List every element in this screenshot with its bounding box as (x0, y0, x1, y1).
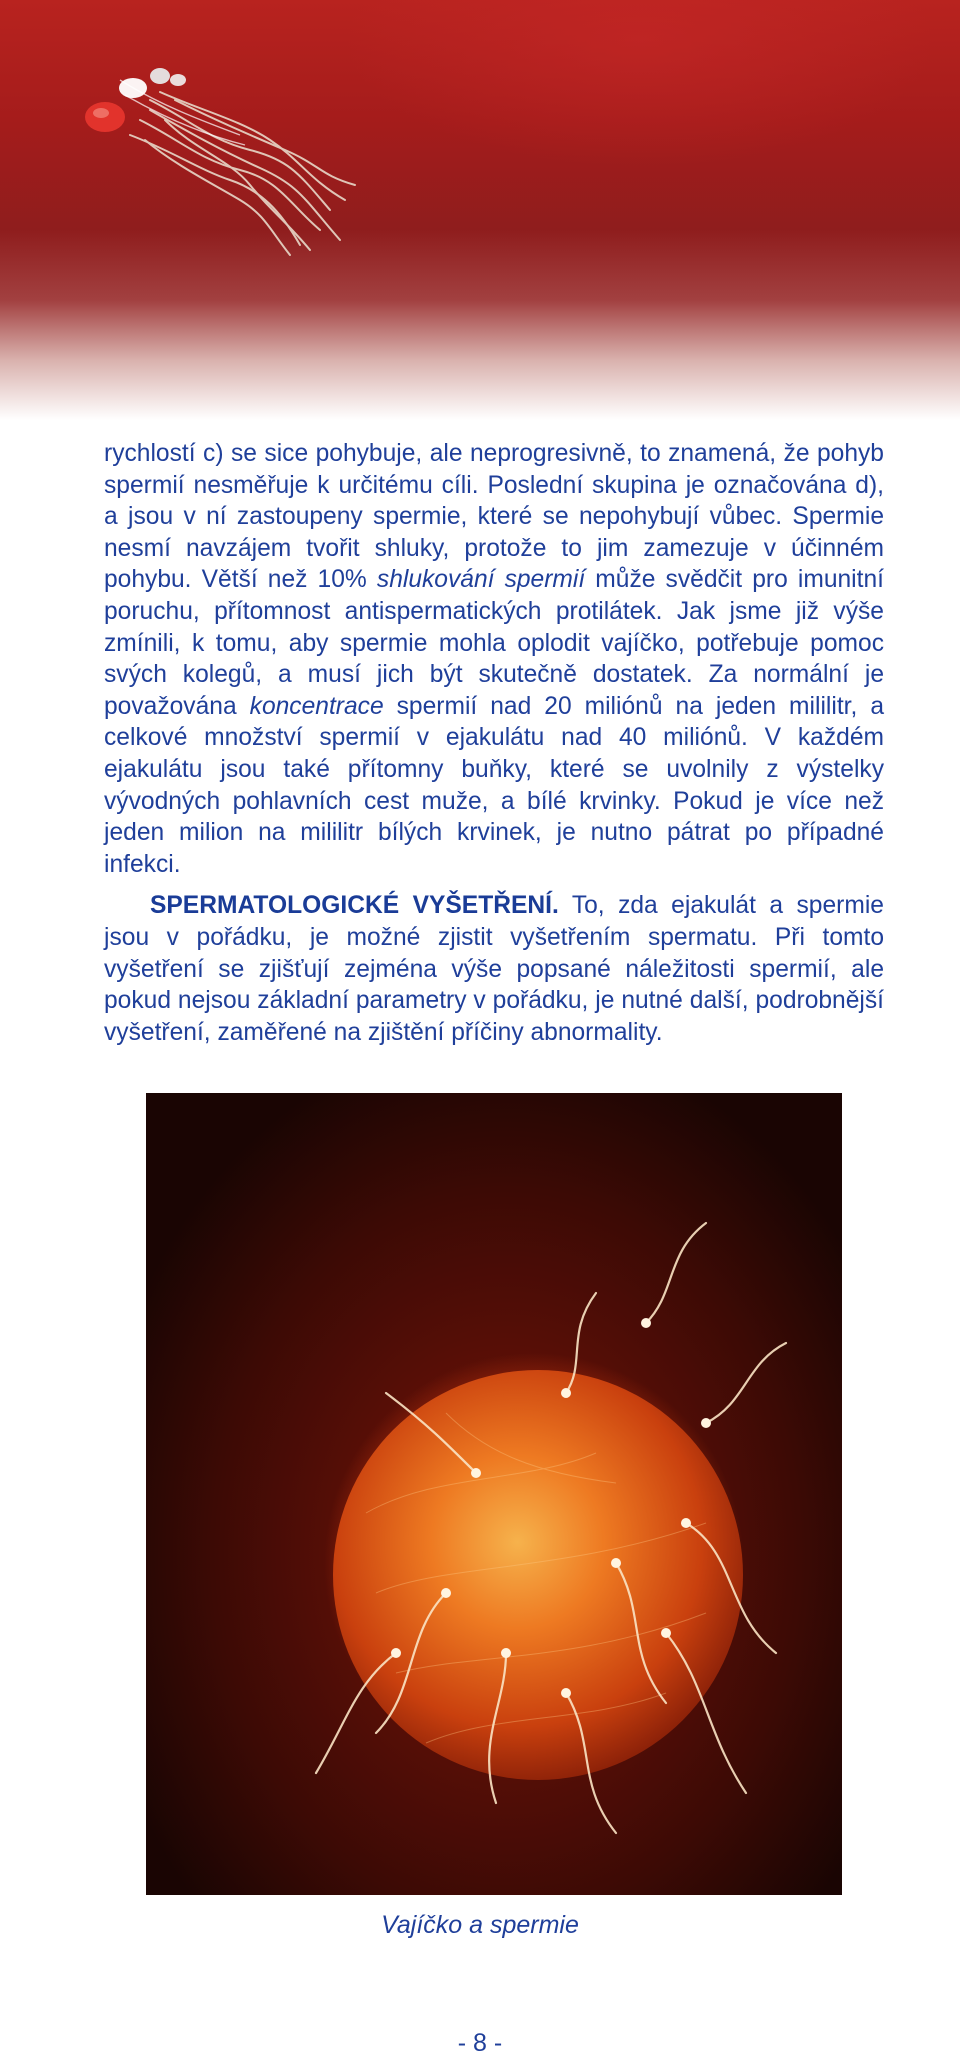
section-heading: SPERMATOLOGICKÉ VYŠETŘENÍ. (150, 892, 559, 920)
header-banner (0, 0, 960, 420)
figure-caption: Vajíčko a spermie (381, 1911, 579, 1939)
article-body (104, 438, 884, 1048)
paragraph-1-text-b: může svědčit pro imunitní poruchu, přítomnost antispermatických protilátek. Jak jsme již výše zmínili, k tomu, aby spermie mohla oplodit vajíčko, potřebuje pomoc svých kolegů, a musí jich být skutečně dostatek. Za normální je považována (104, 566, 884, 720)
egg-illustration (146, 1093, 842, 1895)
paragraph-1 (104, 438, 884, 880)
paragraph-2 (104, 890, 884, 1048)
emphasis-clumping: shlukování spermií (376, 566, 586, 594)
egg-and-sperm-image (146, 1093, 842, 1895)
emphasis-concentration: koncentrace (249, 692, 384, 720)
paragraph-1-text-a: rychlostí c) se sice pohybuje, ale neprogresivně, to znamená, že pohyb spermií nesměřuje k určitému cíli. Poslední skupina je označována d), a jsou v ní zastoupeny spermie, které se nepohybují vůbec. Spermie nesmí navzájem tvořit shluky, protože to jim zamezuje v účinném pohybu. Větší než 10% (104, 440, 884, 594)
paragraph-1-text-c: spermií nad 20 miliónů na jeden mililitr, a celkové množství spermií v ejakulátu nad 40 miliónů. V každém ejakulátu jsou také přítomny buňky, které se uvolnily z výstelky vývodných pohlavních cest muže, a bílé krvinky. Pokud je více než jeden milion na mililitr bílých krvinek, je nutno pátrat po případné infekci. (104, 692, 885, 878)
sperm-cluster-illustration (0, 0, 960, 420)
paragraph-2-text: To, zda ejakulát a spermie jsou v pořádku, je možné zjistit vyšetřením spermatu. Při tomto vyšetření se zjišťují zejména výše popsané náležitosti spermií, ale pokud nejsou základní parametry v pořádku, je nutné další, podrobnější vyšetření, zaměřené na zjištění příčiny abnormality. (104, 892, 884, 1046)
page-number: - 8 - (457, 2029, 503, 2057)
